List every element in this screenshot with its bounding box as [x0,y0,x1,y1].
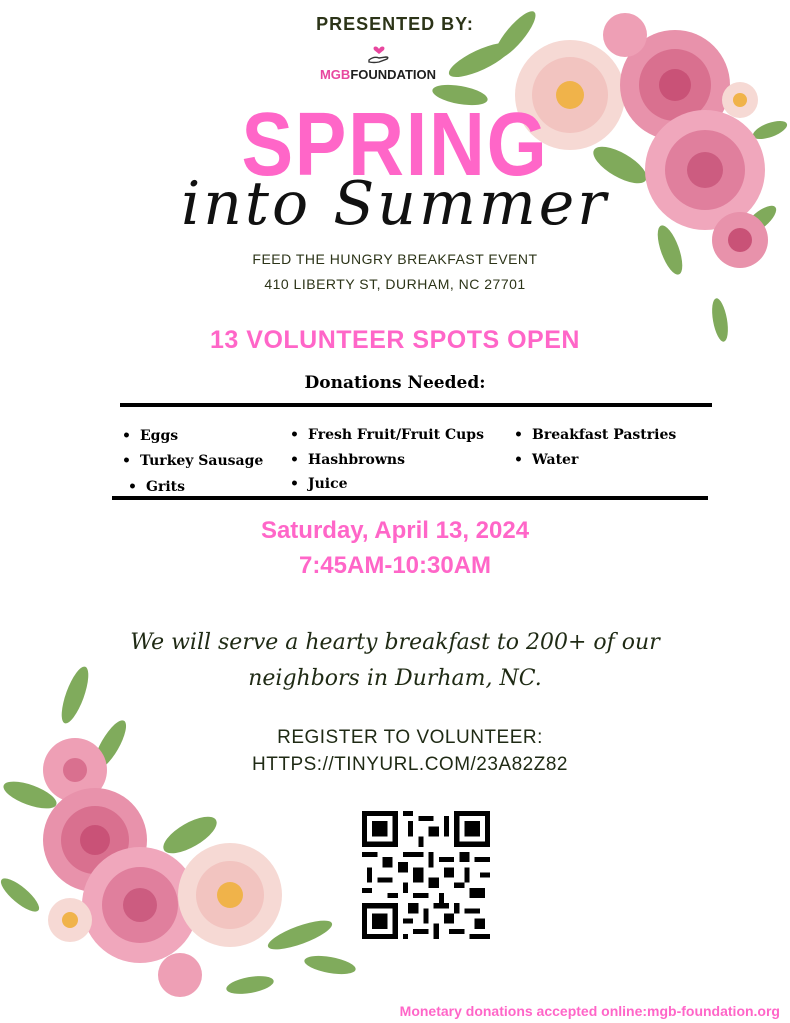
qr-code[interactable] [362,811,490,939]
volunteer-spots-heading: 13 VOLUNTEER SPOTS OPEN [210,326,580,354]
register-label: REGISTER TO VOLUNTEER: [277,727,543,748]
monetary-donations-note: Monetary donations accepted online:mgb-foundation.org [399,1003,780,1019]
event-name: FEED THE HUNGRY BREAKFAST EVENT [252,251,538,267]
donation-item: • Eggs [122,428,179,444]
donations-heading: Donations Needed: [304,373,486,393]
event-date: Saturday, April 13, 2024 [260,517,530,544]
title-spring: SPRING [241,95,549,195]
donation-item: • Water [514,452,579,468]
donation-item: • Fresh Fruit/Fruit Cups [290,427,484,443]
logo-prefix: MGB [319,67,351,82]
description-line-1: We will serve a hearty breakfast to 200+ of our [130,630,660,655]
logo-suffix: FOUNDATION [350,67,437,82]
floral-decoration-bottom [0,655,360,1023]
register-url-link[interactable]: HTTPS://TINYURL.COM/23A82Z82 [252,754,568,775]
divider-bottom [112,496,708,500]
divider-top [120,403,712,407]
foundation-logo-text [0,67,756,82]
donation-item: • Juice [290,476,348,492]
event-address: 410 LIBERTY ST, DURHAM, NC 27701 [264,276,526,292]
event-time: 7:45AM-10:30AM [298,552,492,579]
heart-in-hand-icon [366,40,392,66]
donation-item: • Grits [128,479,185,495]
description-line-2: neighbors in Durham, NC. [248,666,542,691]
donation-item: • Breakfast Pastries [514,427,677,443]
donation-item: • Hashbrowns [290,452,405,468]
title-into-summer: into Summer [181,169,609,239]
presented-by-label: PRESENTED BY: [316,14,474,34]
donation-item: • Turkey Sausage [122,453,264,469]
